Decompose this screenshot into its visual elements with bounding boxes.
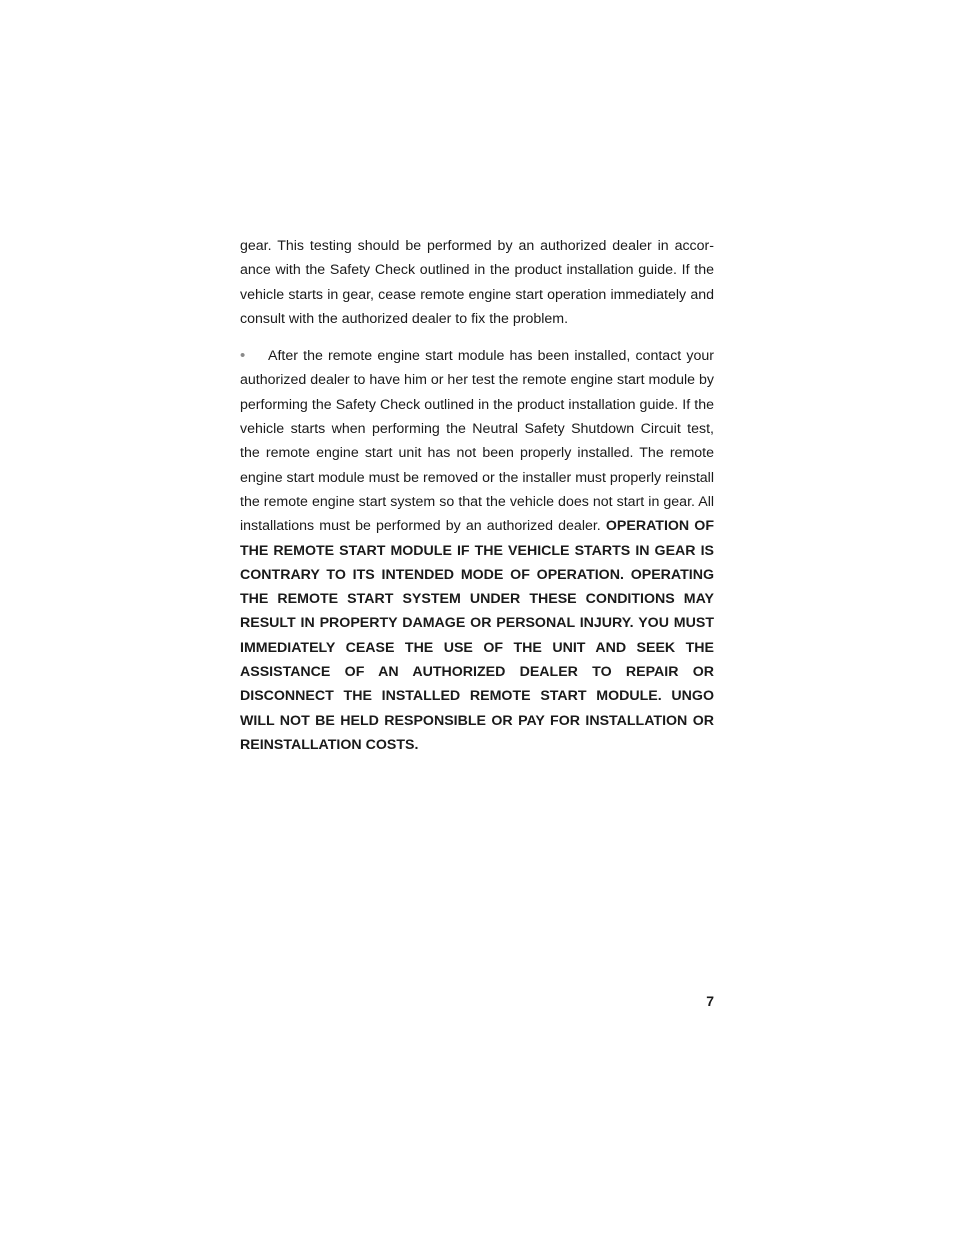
paragraph-continuation [240, 234, 714, 331]
page-body [240, 234, 714, 757]
paragraph-2-text: After the remote engine start module has been installed, contact your authorized dealer to have him or her test the remote engine start module by performing the Safety Check outlined in the product installation guide. If the vehicle starts when performing the Neutral Safety Shutdown Circuit test, the remote engine start unit has not been properly installed. The remote engine start module must be removed or the installer must properly reinstall the remote engine start system so that the vehicle does not start in gear. All installations must be performed by an authorized dealer. [240, 348, 714, 535]
bullet-paragraph [240, 344, 714, 757]
paragraph-1-text: gear. This testing should be performed by an authorized dealer in accorance with the Safety Check outlined in the product installation guide. If the vehicle starts in gear, cease remote engine start operation immediately and consult with the authorized dealer to fix the problem. [240, 238, 714, 327]
bullet-icon: • [240, 347, 246, 365]
page-number: 7 [706, 993, 714, 1009]
warning-text: OPERATION OF THE REMOTE START MODULE IF THE VEHICLE STARTS IN GEAR IS CONTRARY TO ITS INTENDED MODE OF OPERATION. OPERATING THE REMOTE START SYSTEM UNDER THESE CONDITIONS MAY RESULT IN PROPERTY DAMAGE OR PERSONAL INJURY. YOU MUST IMMEDIATELY CEASE THE USE OF THE UNIT AND SEEK THE ASSISTANCE OF AN AUTHORIZED DEALER TO REPAIR OR DISCONNECT THE INSTALLED REMOTE START MODULE. UNGO WILL NOT BE HELD RESPONSIBLE OR PAY FOR INSTALLATION OR REINSTALLATION COSTS. [240, 518, 714, 753]
